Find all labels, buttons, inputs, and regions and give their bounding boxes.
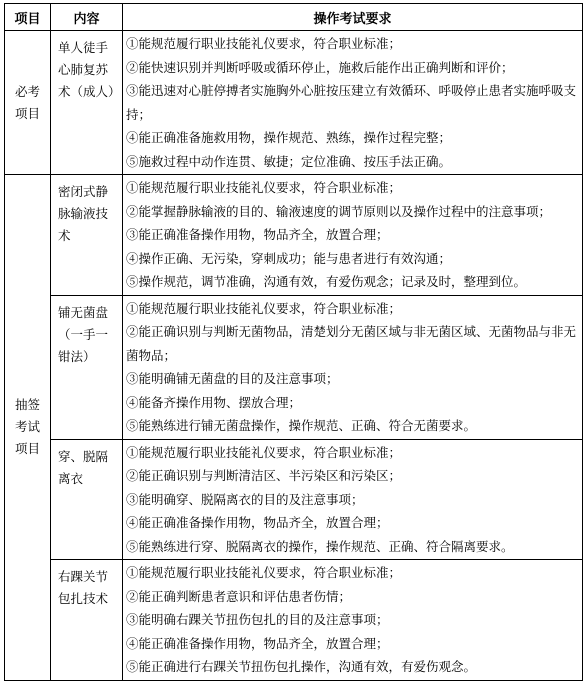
category-cell: 抽签 考试 项目 bbox=[5, 175, 51, 681]
requirement-item: ②能正确识别与判断无菌物品，清楚划分无菌区域与非无菌区域、无菌物品与非无菌物品； bbox=[126, 324, 577, 363]
category-cell: 必考 项目 bbox=[5, 31, 51, 175]
requirement-item: ①能规范履行职业技能礼仪要求，符合职业标准； bbox=[126, 300, 402, 316]
requirement-item: ①能规范履行职业技能礼仪要求，符合职业标准； bbox=[126, 36, 402, 51]
table-row bbox=[5, 439, 583, 560]
requirement-item: ⑤能熟练进行铺无菌盘操作，操作规范、正确、符合无菌要求。 bbox=[126, 418, 477, 433]
header-content: 内容 bbox=[51, 4, 123, 31]
header-category: 项目 bbox=[5, 4, 51, 31]
requirement-item: ②能快速识别并判断呼吸或循环停止，施救后能作出正确判断和评价； bbox=[126, 59, 514, 75]
requirement-item: ④操作正确、无污染，穿刺成功；能与患者进行有效沟通； bbox=[126, 250, 452, 266]
exam-requirements-table bbox=[4, 3, 583, 681]
item-name-cell: 密闭式静脉输液技术 bbox=[51, 175, 123, 296]
requirement-item: ③能明确穿、脱隔离衣的目的及注意事项； bbox=[126, 491, 364, 507]
requirement-item: ⑤操作规范，调节准确，沟通有效，有爱伤观念；记录及时，整理到位。 bbox=[126, 274, 527, 289]
requirements-cell bbox=[123, 295, 583, 439]
table-row bbox=[5, 295, 583, 439]
requirements-cell bbox=[123, 560, 583, 681]
requirement-item: ①能规范履行职业技能礼仪要求，符合职业标准； bbox=[126, 180, 402, 195]
requirement-item: ②能正确识别与判断清洁区、半污染区和污染区； bbox=[126, 468, 402, 483]
requirement-item: ④能正确准备操作用物，物品齐全，放置合理； bbox=[126, 635, 389, 651]
requirement-item: ②能正确判断患者意识和评估患者伤情； bbox=[126, 588, 352, 604]
requirements-cell bbox=[123, 31, 583, 175]
requirement-item: ⑤能熟练进行穿、脱隔离衣的操作，操作规范、正确、符合隔离要求。 bbox=[126, 538, 514, 554]
item-name-cell: 铺无菌盘（一手一钳法） bbox=[51, 295, 123, 439]
requirement-item: ③能正确准备操作用物，物品齐全，放置合理； bbox=[126, 227, 389, 242]
requirement-item: ③能明确右踝关节扭伤包扎的目的及注意事项； bbox=[126, 612, 389, 627]
item-name-cell: 右踝关节包扎技术 bbox=[51, 560, 123, 681]
requirement-item: ③能迅速对心脏停搏者实施胸外心脏按压建立有效循环、呼吸停止患者实施呼吸支持； bbox=[126, 83, 577, 122]
requirement-item: ⑤施救过程中动作连贯、敏捷；定位准确、按压手法正确。 bbox=[126, 153, 452, 169]
requirement-item: ④能正确准备操作用物，物品齐全，放置合理； bbox=[126, 515, 389, 530]
item-name-cell: 单人徒手心肺复苏术（成人） bbox=[51, 31, 123, 175]
requirement-item: ④能正确准备施救用物，操作规范、熟练，操作过程完整； bbox=[126, 130, 452, 145]
requirements-cell bbox=[123, 175, 583, 296]
requirement-item: ①能规范履行职业技能礼仪要求，符合职业标准； bbox=[126, 444, 402, 460]
item-name-cell: 穿、脱隔离衣 bbox=[51, 439, 123, 560]
header-row bbox=[5, 4, 583, 31]
table-row bbox=[5, 560, 583, 681]
table-row bbox=[5, 175, 583, 296]
requirement-item: ⑤能正确进行右踝关节扭伤包扎操作，沟通有效，有爱伤观念。 bbox=[126, 659, 477, 674]
requirement-item: ③能明确铺无菌盘的目的及注意事项； bbox=[126, 371, 339, 386]
header-requirements: 操作考试要求 bbox=[123, 4, 583, 31]
requirement-item: ①能规范履行职业技能礼仪要求，符合职业标准； bbox=[126, 565, 402, 580]
requirement-item: ②能掌握静脉输液的目的、输液速度的调节原则以及操作过程中的注意事项； bbox=[126, 203, 552, 219]
requirements-cell bbox=[123, 439, 583, 560]
requirement-item: ④能备齐操作用物、摆放合理； bbox=[126, 394, 302, 410]
table-row bbox=[5, 31, 583, 175]
